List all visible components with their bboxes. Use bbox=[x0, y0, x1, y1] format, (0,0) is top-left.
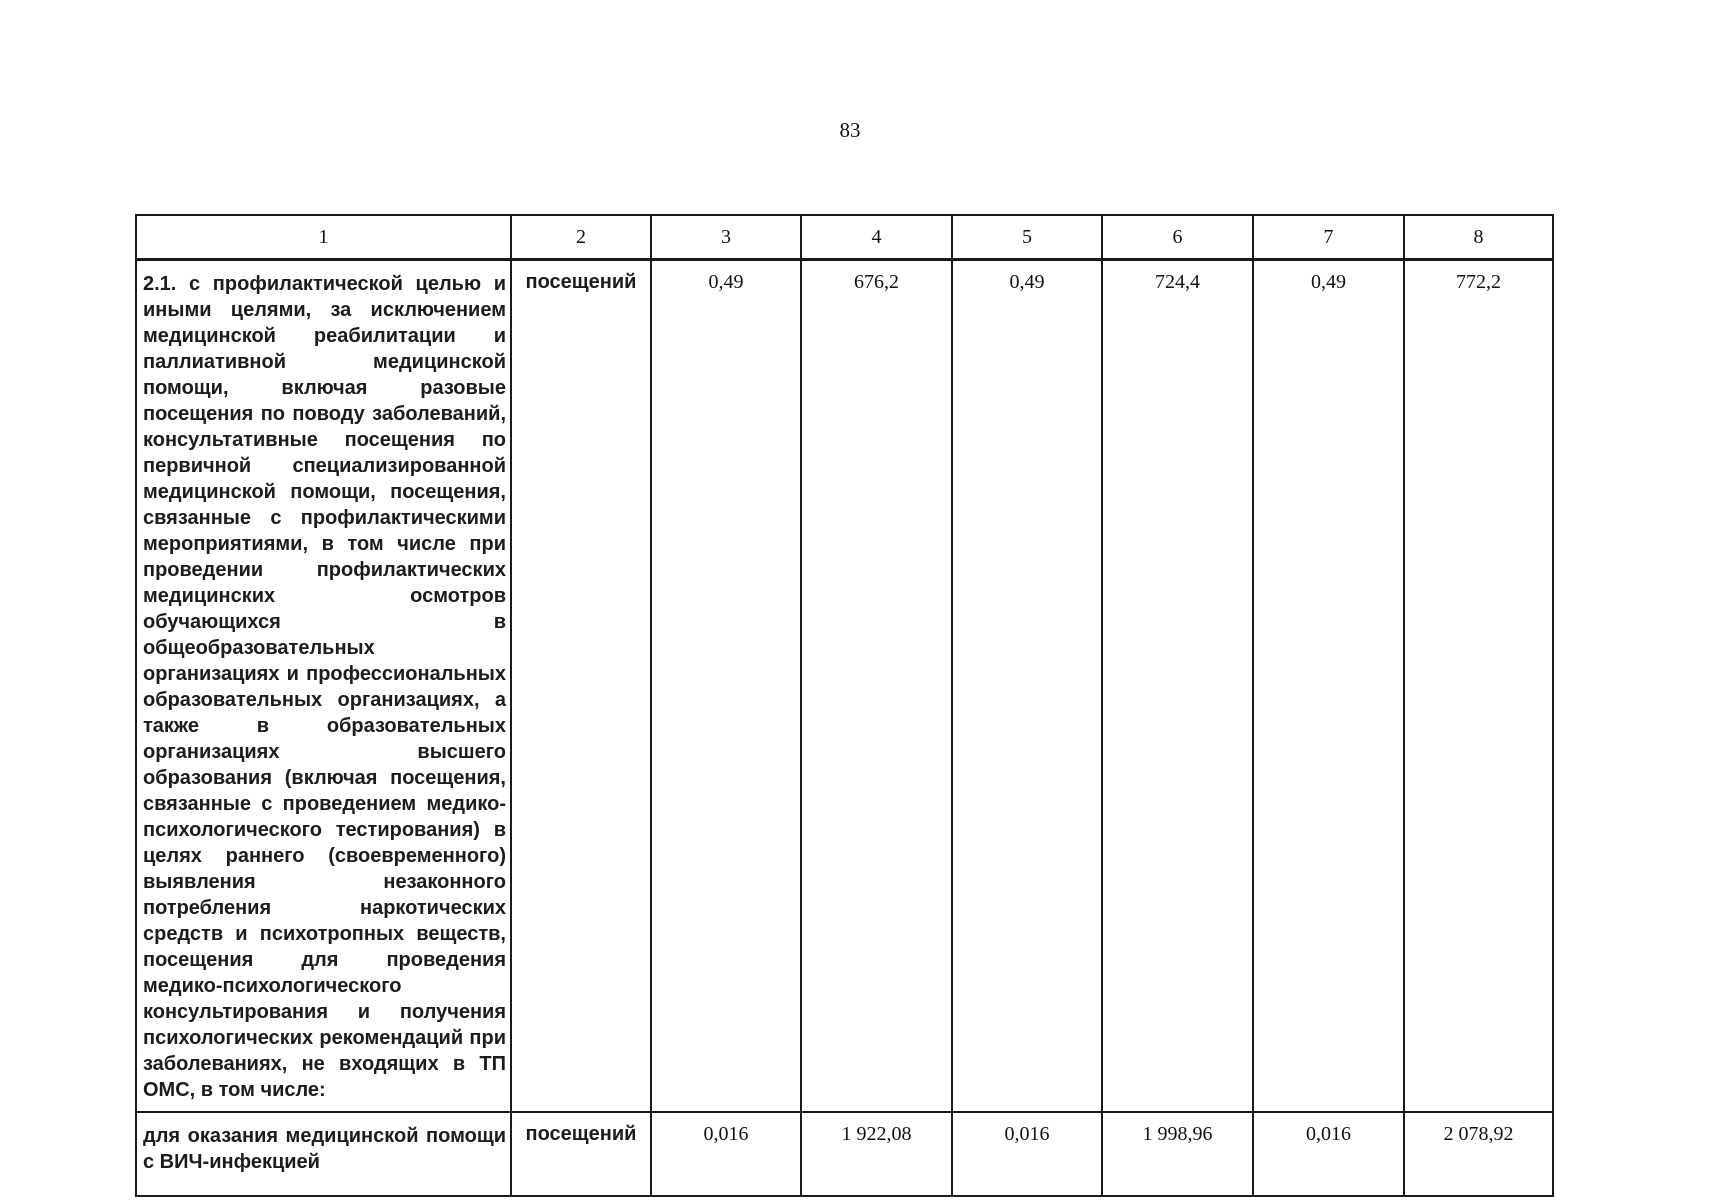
row-description: 2.1. с профилактической целью и иными целями, за исключением медицинской реабилитации и паллиативной медицинской помощи, включая разовые посещения по поводу заболеваний, консультативные посещения по первичной специализированной медицинской помощи, посещения, связанные с профилактическими мероприятиями, в том числе при проведении профилактических медицинских осмотров обучающихся в общеобразовательных организациях и профессиональных образовательных организациях, а также в образовательных организациях высшего образования (включая посещения, связанные с проведением медико-психологического тестирования) в целях раннего (своевременного) выявления незаконного потребления наркотических средств и психотропных веществ, посещения для проведения медико-психологического консультирования и получения психологических рекомендаций при заболеваниях, не входящих в ТП ОМС, в том числе: bbox=[136, 260, 511, 1113]
cell-value: 0,016 bbox=[1253, 1112, 1404, 1196]
row-unit: посещений bbox=[511, 1112, 651, 1196]
cell-value: 1 998,96 bbox=[1102, 1112, 1253, 1196]
table-row bbox=[136, 1112, 1553, 1196]
column-header: 1 bbox=[136, 215, 511, 260]
cell-value: 0,49 bbox=[1253, 260, 1404, 1113]
cell-value: 676,2 bbox=[801, 260, 952, 1113]
column-header: 3 bbox=[651, 215, 801, 260]
cell-value: 0,49 bbox=[952, 260, 1102, 1113]
row-description: для оказания медицинской помощи с ВИЧ-инфекцией bbox=[136, 1112, 511, 1196]
cell-value: 0,49 bbox=[651, 260, 801, 1113]
cell-value: 724,4 bbox=[1102, 260, 1253, 1113]
data-table bbox=[135, 214, 1554, 1197]
column-header: 8 bbox=[1404, 215, 1553, 260]
column-header: 2 bbox=[511, 215, 651, 260]
cell-value: 2 078,92 bbox=[1404, 1112, 1553, 1196]
table-row bbox=[136, 260, 1553, 1113]
column-header: 6 bbox=[1102, 215, 1253, 260]
cell-value: 0,016 bbox=[651, 1112, 801, 1196]
column-header: 4 bbox=[801, 215, 952, 260]
page-number: 83 bbox=[839, 118, 861, 142]
column-header: 7 bbox=[1253, 215, 1404, 260]
cell-value: 1 922,08 bbox=[801, 1112, 952, 1196]
cell-value: 0,016 bbox=[952, 1112, 1102, 1196]
row-unit: посещений bbox=[511, 260, 651, 1113]
table-header-row bbox=[136, 215, 1553, 260]
cell-value: 772,2 bbox=[1404, 260, 1553, 1113]
column-header: 5 bbox=[952, 215, 1102, 260]
